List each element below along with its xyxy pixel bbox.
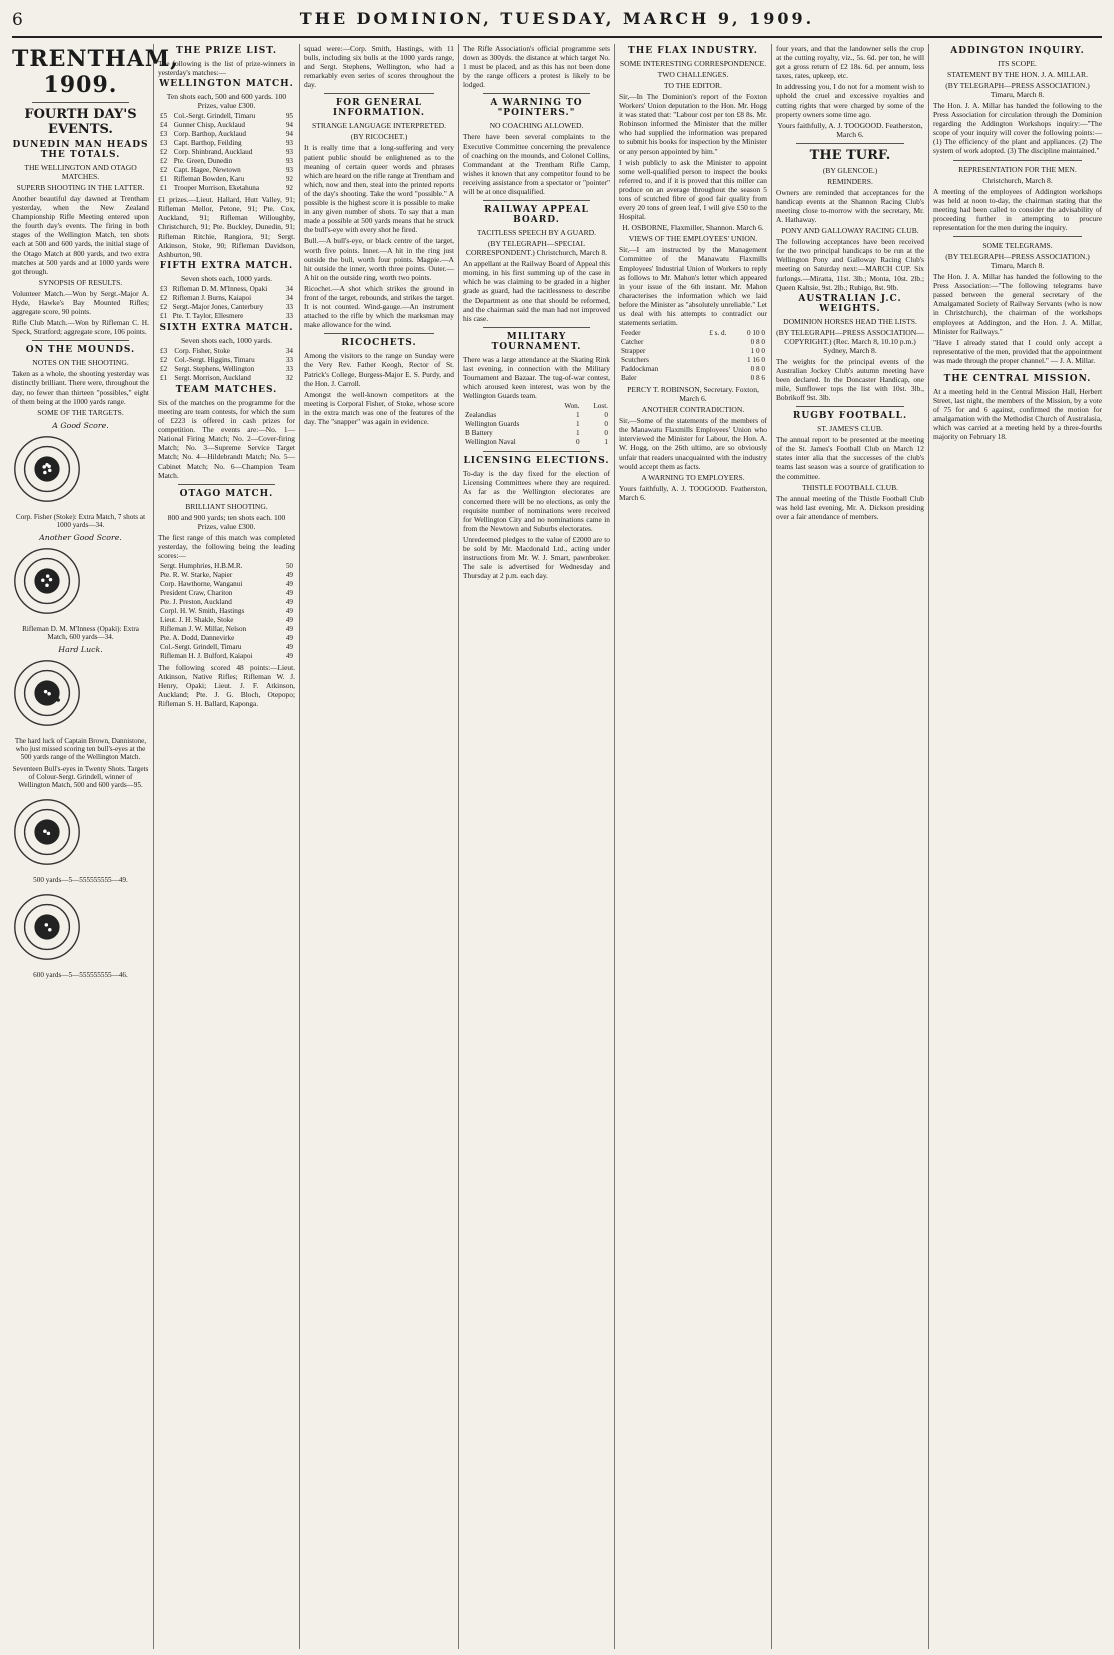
name-cell: Pte. T. Taylor, Ellesmere bbox=[172, 311, 244, 320]
divider bbox=[483, 200, 590, 201]
divider bbox=[953, 369, 1082, 370]
table-row bbox=[158, 616, 295, 625]
article-paragraph: There have been several complaints to the Executive Committee concerning the prevalence of coaching on the mounds, and Colonel Collins, Commandant at the Trentham Rifle Camp, wishes it known that any competitor found to be receiving assistance from a spectator or "pointer" will be at once disqualified. bbox=[463, 132, 610, 197]
dateline: (BY TELEGRAPH—PRESS ASSOCIATION.) Timaru, March 8. bbox=[945, 81, 1090, 99]
name-cell: Corpl. H. W. Smith, Hastings bbox=[160, 606, 245, 615]
name-cell: Col.-Sergt. Higgins, Timaru bbox=[174, 355, 255, 364]
headline-sixth-extra: SIXTH EXTRA MATCH. bbox=[159, 322, 294, 333]
score-cell: 33 bbox=[285, 364, 293, 373]
article-paragraph: In addressing you, I do not for a moment wish to uphold the cruel and excessive royalties and cutting rights that were charged by some of the property owners some time ago. bbox=[776, 82, 924, 119]
target-illustration bbox=[12, 797, 82, 867]
name-cell: Col.-Sergt. Grindell, Timaru bbox=[173, 112, 256, 121]
article-paragraph: The Rifle Association's official programme sets down as 300yds. the distance at which target No. 1 must be placed, and as this has not been done by the range officers a protest is likely to be lodged. bbox=[463, 44, 610, 90]
subheadline-dominion-horses: DOMINION HORSES HEAD THE LISTS. bbox=[783, 316, 917, 326]
item-cell: Baler bbox=[621, 374, 637, 383]
score-cell: 49 bbox=[285, 615, 293, 624]
column-divider bbox=[299, 44, 300, 1649]
amount-cell: 0 8 0 bbox=[750, 365, 765, 374]
score-cell: 34 bbox=[285, 284, 293, 293]
divider bbox=[324, 93, 434, 94]
lost-cell: 1 bbox=[604, 438, 608, 447]
target-label: Another Good Score. bbox=[39, 532, 122, 542]
article-paragraph: Owners are reminded that acceptances for the handicap events at the Shannon Racing Club's meeting close to-morrow with the secretary, Mr. A. Hathaway. bbox=[776, 187, 924, 225]
headline-fifth-extra: FIFTH EXTRA MATCH. bbox=[159, 260, 294, 271]
table-row bbox=[158, 294, 295, 303]
amount-cell: 0 8 6 bbox=[750, 374, 765, 383]
team-cell: Zealandias bbox=[465, 411, 497, 420]
table-row bbox=[158, 580, 295, 589]
lost-cell: 0 bbox=[604, 411, 608, 420]
amount-cell bbox=[691, 347, 728, 356]
team-cell: Wellington Naval bbox=[465, 438, 516, 447]
score-cell: 50 bbox=[285, 561, 293, 570]
score-cell: 92 bbox=[285, 184, 293, 193]
name-cell: Trooper Morrison, Eketahuna bbox=[173, 184, 260, 193]
score-cell: 49 bbox=[285, 588, 293, 597]
subheadline-scope: ITS SCOPE. bbox=[998, 59, 1037, 68]
target-caption: Corp. Fisher (Stoke): Extra Match, 7 shots at 1000 yards—34. bbox=[15, 512, 146, 529]
article-paragraph: It is really time that a long-suffering and very patient public should be enlightened as to the meaning of certain queer words and phrases which are heard on the rifle range at Trentham and which, now and then, steal into the printed reports of the day's shooting. Take the word "possible." A possible is the highest score it is possible to make in any given number of shots. To say that a man made a possible at 500 yards means that he struck the bull's-eye with every shot he fired. bbox=[304, 143, 454, 235]
table-row bbox=[158, 285, 295, 294]
target-caption: Rifleman D. M. M'Inness (Opaki): Extra Match, 600 yards—34. bbox=[22, 624, 139, 641]
table-row bbox=[158, 139, 295, 148]
item-cell: Paddockman bbox=[621, 365, 659, 374]
score-cell: 33 bbox=[285, 302, 293, 311]
article-paragraph: The following scored 48 points:—Lieut. Atkinson, Native Rifles; Rifleman W. J. Henry, Opaki; Lieut. J. F. Atkinson, Auckland; Pte. J. G. Bloch, Otepopo; Rifleman S. H. Ballard, Kaponga. bbox=[158, 662, 295, 709]
target-illustration bbox=[12, 434, 82, 504]
article-paragraph: Volunteer Match.—Won by Sergt.-Major A. Hyde, Hawke's Bay Mounted Rifles; aggregate score, 90 points. bbox=[12, 288, 149, 317]
amount-cell: 0 8 0 bbox=[750, 338, 765, 347]
signature: Yours faithfully, A. J. TOOGOOD. Featherston, March 6. bbox=[777, 120, 923, 139]
table-row bbox=[463, 438, 610, 447]
masthead-rule bbox=[12, 36, 1102, 38]
byline: (BY RICOCHET.) bbox=[350, 132, 408, 142]
column-general-information bbox=[304, 44, 454, 1649]
prize-cell: £1 bbox=[160, 184, 168, 193]
subheadline-warning: A WARNING TO EMPLOYERS. bbox=[641, 472, 745, 482]
score-cell: 93 bbox=[285, 166, 293, 175]
article-paragraph: Unredeemed pledges to the value of £2000 are to be sold by Mr. Macdonald Ltd., acting under instructions from Mr. W. J. Smart, pawnbroker. The sale is advertised for Wednesday and Thursday at 2 p.m. each day. bbox=[463, 534, 610, 581]
prize-cell: £3 bbox=[160, 346, 168, 355]
lost-cell: 0 bbox=[604, 420, 608, 429]
table-row bbox=[158, 374, 295, 383]
name-cell: Pte. A. Dodd, Dannevirke bbox=[160, 633, 235, 642]
to-the-editor: TO THE EDITOR. bbox=[663, 81, 722, 90]
subheadline-statement: STATEMENT BY THE HON. J. A. MILLAR. bbox=[946, 70, 1088, 79]
divider bbox=[483, 93, 590, 94]
column-turf bbox=[776, 44, 924, 1649]
score-cell: 92 bbox=[285, 175, 293, 184]
table-row bbox=[158, 157, 295, 166]
name-cell: Sergt. Morrison, Auckland bbox=[174, 373, 251, 382]
name-cell: Capt. Barthop, Feilding bbox=[173, 139, 242, 148]
column-trentham bbox=[12, 44, 179, 1649]
table-row bbox=[158, 607, 295, 616]
article-paragraph: Rifle Club Match.—Won by Rifleman C. H. Speck, Stratford; aggregate score, 106 points. bbox=[12, 318, 149, 337]
table-row bbox=[619, 347, 767, 356]
subheadline-representation: REPRESENTATION FOR THE MEN. bbox=[958, 164, 1077, 174]
subheadline-correspondence: SOME INTERESTING CORRESPONDENCE. bbox=[619, 59, 767, 68]
subheadline-telegrams: SOME TELEGRAMS. bbox=[982, 241, 1053, 251]
article-paragraph: The weights for the principal events of the Australian Jockey Club's autumn meeting have been declared. In the Doncaster Handicap, one mile, Sunflower tops the list with 10st. 3lb., Bobrikoff 9st. 3lb. bbox=[776, 356, 924, 403]
table-row bbox=[158, 148, 295, 157]
article-paragraph: At a meeting held in the Central Mission Hall, Herbert Street, last night, the members of the Mission, by a vote of 75 for and 6 against, confirmed the motion for amalgamation with the Methodist Church of Australasia, which was carried at a meeting held by a three-fourths majority on February 18. bbox=[933, 386, 1102, 442]
headline-flax-industry: THE FLAX INDUSTRY. bbox=[628, 46, 758, 56]
table-row bbox=[463, 429, 610, 438]
headline-addington-inquiry: ADDINGTON INQUIRY. bbox=[950, 46, 1085, 56]
table-row bbox=[158, 303, 295, 312]
article-paragraph: Yours faithfully, A. J. TOOGOOD. Featherston, March 6. bbox=[619, 483, 767, 502]
article-paragraph: The Hon. J. A. Millar has handed the following to the Press Association:—"The following telegrams have passed between the general secretary of the Amalgamated Society of Railway Servants (who is now in Christchurch), the chairman of the workshops employees at Addington, and the Hon. J. A. Millar, Minister for Railways." bbox=[933, 272, 1102, 336]
article-paragraph: Bull.—A bull's-eye, or black centre of the target, worth five points. Inner.—A hit in the ring just outside the bull, worth four points. Magpie.—A hit outside the inner, worth three points. Outer.—A hit on the outside ring, worth two points. bbox=[304, 236, 454, 282]
article-paragraph: four years, and that the landowner sells the crop at the cutting royalty, viz., 5s. 6d. per ton, he will get a gross return of £2 18s. 6d. per annum, less taxes, rates, upkeep, etc. bbox=[776, 44, 924, 81]
divider bbox=[483, 451, 590, 452]
divider bbox=[796, 143, 904, 144]
table-row bbox=[619, 329, 767, 338]
dateline: (BY TELEGRAPH—PRESS ASSOCIATION.) Timaru, March 8. bbox=[945, 252, 1090, 271]
subheadline-two-challenges: TWO CHALLENGES. bbox=[657, 70, 729, 79]
article-paragraph: "Have I already stated that I could only accept a representative of the men, provided that the appointment was made through the proper channel." — J. A. Millar. bbox=[933, 337, 1102, 365]
prize-cell: £2 bbox=[160, 302, 168, 311]
article-paragraph: The first range of this match was completed yesterday, the following being the leading scores:— bbox=[158, 532, 295, 560]
prize-table bbox=[158, 347, 295, 383]
score-cell: 95 bbox=[285, 112, 293, 121]
dateline: Christchurch, March 8. bbox=[982, 175, 1053, 185]
won-cell: 1 bbox=[575, 411, 580, 420]
table-row bbox=[158, 562, 295, 571]
prize-cell: £2 bbox=[160, 364, 168, 373]
headline-wellington-match: WELLINGTON MATCH. bbox=[159, 79, 294, 90]
subheadline-another-contradiction: ANOTHER CONTRADICTION. bbox=[641, 405, 745, 415]
amount-cell: 1 16 0 bbox=[747, 356, 765, 365]
score-cell: 49 bbox=[285, 624, 293, 633]
headline-warning-pointers: A WARNING TO "POINTERS." bbox=[490, 98, 583, 119]
subheadline-brilliant: BRILLIANT SHOOTING. bbox=[185, 501, 268, 511]
score-cell: 32 bbox=[285, 373, 293, 382]
name-cell: Gunner Chisp, Aucklaud bbox=[173, 121, 245, 130]
name-cell: Corp. Barthop, Aucklaud bbox=[173, 130, 246, 139]
article-paragraph: squad were:—Corp. Smith, Hastings, with 11 bulls, including six bulls at the 1000 yards range, and Sergt. Stephens, Wellington, who had a remarkably even series of scores throughout the day. bbox=[304, 44, 454, 90]
name-cell: Corp. Hawthorne, Wanganui bbox=[160, 579, 243, 588]
prize-cell: £2 bbox=[160, 148, 168, 157]
name-cell: Rifleman D. M. M'Inness, Opaki bbox=[172, 284, 268, 293]
wages-table bbox=[619, 329, 767, 383]
score-cell: 93 bbox=[285, 139, 293, 148]
headline-rugby-football: RUGBY FOOTBALL. bbox=[792, 411, 908, 422]
team-cell: Wellington Guards bbox=[465, 420, 520, 429]
prize-cell: £1 bbox=[160, 311, 168, 320]
table-header-row bbox=[463, 402, 610, 411]
prize-cell: £4 bbox=[160, 121, 168, 130]
targets-title: SOME OF THE TARGETS. bbox=[37, 407, 124, 417]
signature: PERCY T. ROBINSON, Secretary. Foxton, March 6. bbox=[627, 385, 759, 404]
article-paragraph: Amongst the well-known competitors at the meeting is Corporal Fisher, of Stoke, whose score in the extra match was one of the features of the day. The "snapper" was again in evidence. bbox=[304, 389, 454, 426]
article-paragraph: The annual meeting of the Thistle Football Club was held last evening, Mr. A. Dickson presiding over a fair attendance of members. bbox=[776, 493, 924, 521]
headline-ricochets: RICOCHETS. bbox=[341, 338, 417, 349]
amount-cell bbox=[691, 338, 728, 347]
headline-turf: THE TURF. bbox=[809, 147, 891, 163]
table-row bbox=[158, 356, 295, 365]
column-divider bbox=[458, 44, 459, 1649]
article-paragraph: Ricochet.—A shot which strikes the ground in front of the target, rebounds, and strikes the target. It is not counted. Wind-gauge.—An instrument attached to the rifle by which the marksman may make allowance for the wind. bbox=[304, 283, 454, 330]
target-caption: Seventeen Bull's-eyes in Twenty Shots. Targets of Colour-Sergt. Grindell, winner of Wellington Match, 500 and 600 yards—95. bbox=[12, 764, 149, 789]
headline-central-mission: THE CENTRAL MISSION. bbox=[943, 373, 1092, 384]
amount-cell: 1 0 0 bbox=[750, 347, 765, 356]
article-paragraph: Sir,—In The Dominion's report of the Foxton Workers' Union deputation to the Hon. Mr. Hogg it was stated that: "Labour cost per ton £8 8s. Mr. Robinson informed the Minister that the miller who had supplied the information was prepared to submit his books for inspection by the Minister or any person appointed by him." bbox=[619, 92, 767, 156]
column-divider bbox=[771, 44, 772, 1649]
headline-on-the-mounds: ON THE MOUNDS. bbox=[25, 345, 136, 356]
article-paragraph: There was a large attendance at the Skating Rink last evening, in connection with the Military Tournament and Bazaar. The tug-of-war contest, which aroused keen interest, was won by the Wellington Guards team. bbox=[463, 354, 610, 401]
header-cell: Won. bbox=[564, 402, 580, 411]
item-cell: Feeder bbox=[621, 329, 641, 338]
name-cell: Sergt.-Major Jones, Canterbury bbox=[172, 302, 264, 311]
table-row bbox=[158, 589, 295, 598]
amount-cell bbox=[691, 356, 728, 365]
divider bbox=[953, 160, 1082, 161]
article-paragraph: I wish publicly to ask the Minister to appoint some well-qualified person to inspect the books referred to, and if it is proved that this miller can produce on an average throughout the season 5 tons of scutched fibre of good fair quality from every 20 tons of green leaf, I will give £50 to the Hospital. bbox=[619, 157, 767, 222]
match-conditions: Seven shots each, 1000 yards. bbox=[180, 273, 273, 283]
subheadline-no-coaching: NO COACHING ALLOWED. bbox=[489, 121, 584, 131]
won-cell: 1 bbox=[575, 429, 580, 438]
target-illustration bbox=[12, 546, 82, 616]
prize-table bbox=[158, 112, 295, 193]
table-row bbox=[158, 166, 295, 175]
score-cell: 49 bbox=[285, 579, 293, 588]
score-cell: 93 bbox=[285, 157, 293, 166]
name-cell: Rifleman Bowden, Karu bbox=[173, 175, 245, 184]
score-cell: 33 bbox=[285, 355, 293, 364]
divider bbox=[32, 340, 129, 341]
target-label: Hard Luck. bbox=[58, 644, 103, 654]
article-paragraph: Taken as a whole, the shooting yesterday was distinctly brilliant. There were, throughout the day, no fewer than thirteen "possibles," eight of them being at the 1000 yards range. bbox=[12, 369, 149, 406]
subheadline-strange-language: STRANGE LANGUAGE INTERPRETED. bbox=[312, 121, 446, 131]
prize-cell: £2 bbox=[160, 355, 168, 364]
score-cell: 49 bbox=[285, 597, 293, 606]
article-paragraph: Among the visitors to the range on Sunday were the Very Rev. Father Keogh, Rector of St. Patrick's College, Burgess-Major E. S. Purdy, and the Hon. J. Carroll. bbox=[304, 351, 454, 388]
article-paragraph: Sir,—I am instructed by the Management Committee of the Manawatu Flaxmills Employees' Industrial Union of Workers to reply as follows to Mr. Mahon's letter which appeared in your issue of the 6th instant. Mr. Mahon characterises the information which we laid before the Minister as "absolutely unreliable." Let us deal with his attempts to contradict our statements seriatim. bbox=[619, 245, 767, 328]
article-paragraph: £1 prizes.—Lieut. Hallard, Hutt Valley, 91; Rifleman Mellor, Petone, 91; Pte. Cox, Auckland, 91; Rifleman Willoughby, Christchurch, 91; Pte. Buckley, Dunedin, 91; Rifleman Ritchie, Rangiora, 91; Sergt. Atkinson, Stoke, 90; Rifleman Davidson, Ashburton, 90. bbox=[158, 195, 295, 259]
match-conditions: 800 and 900 yards; ten shots each. 100 Prizes, value £300. bbox=[167, 512, 286, 531]
table-row bbox=[158, 365, 295, 374]
subheadline-synopsis: SYNOPSIS OF RESULTS. bbox=[38, 277, 123, 287]
article-paragraph: An appellant at the Railway Board of Appeal this morning, in his first summing up of the case in which he was claiming to be graded in a higher grade as guard, had the tacitlessness to describe the Department as one that should be reformed, and the chairman said the man had not improved his case. bbox=[463, 259, 610, 323]
amount-cell: £ s. d. bbox=[709, 329, 727, 338]
score-cell: 49 bbox=[285, 570, 293, 579]
table-row bbox=[158, 347, 295, 356]
name-cell: Corp. Shinbrand, Aucklaud bbox=[173, 148, 253, 157]
newspaper-title: THE DOMINION, TUESDAY, MARCH 9, 1909. bbox=[299, 9, 815, 28]
subheadline-tactless-speech: TACITLESS SPEECH BY A GUARD. bbox=[476, 228, 597, 238]
article-paragraph: Sir,—Some of the statements of the members of the Manawatu Flaxmills Employees' Union who interviewed the Minister for Labour, the Hon. A. W. Hogg, on the 26th ultimo, are so obviously unfair that readers unacquainted with the industry would accept them as facts. bbox=[619, 416, 767, 471]
item-cell: Catcher bbox=[621, 338, 644, 347]
table-row bbox=[158, 312, 295, 321]
dateline: (BY TELEGRAPH—SPECIAL CORRESPONDENT.) Christchurch, March 8. bbox=[465, 239, 608, 258]
score-cell: 49 bbox=[285, 633, 293, 642]
table-row bbox=[463, 420, 610, 429]
header-cell bbox=[463, 402, 552, 411]
subheadline-dunedin: DUNEDIN MAN HEADS THE TOTALS. bbox=[12, 140, 149, 160]
divider bbox=[324, 333, 434, 334]
item-cell: Scutchers bbox=[621, 356, 649, 365]
name-cell: Pte. Green, Dunedin bbox=[173, 157, 233, 166]
table-row bbox=[619, 338, 767, 347]
headline-ajc-weights: AUSTRALIAN J.C. WEIGHTS. bbox=[798, 293, 902, 314]
lost-cell: 0 bbox=[604, 429, 608, 438]
prize-cell: £1 bbox=[160, 373, 168, 382]
headline-general-information: FOR GENERAL INFORMATION. bbox=[332, 98, 426, 119]
name-cell: Sergt. Humphries, H.B.M.R. bbox=[160, 561, 243, 570]
table-row bbox=[158, 634, 295, 643]
amount-cell bbox=[691, 365, 728, 374]
divider bbox=[178, 484, 275, 485]
prize-cell: £5 bbox=[160, 112, 168, 121]
prize-cell: £2 bbox=[160, 166, 168, 175]
divider bbox=[953, 236, 1082, 237]
headline-military-tournament: MILITARY TOURNAMENT. bbox=[491, 331, 582, 352]
subheadline-st-james: ST. JAMES'S CLUB. bbox=[817, 424, 883, 434]
won-cell: 0 bbox=[575, 438, 580, 447]
headline-fourth-day: FOURTH DAY'S EVENTS. bbox=[24, 107, 137, 137]
column-flax-industry bbox=[619, 44, 767, 1649]
name-cell: Lieut. J. H. Shakle, Stoke bbox=[160, 615, 234, 624]
article-paragraph: The Hon. J. A. Millar has handed the following to the Press Association for circulation through the Dominion regarding the Addington Workshops inquiry:—"The scope of your inquiry will cover the following points:—(1) The efficiency of the plant and appliances. (2) The system of work adopted. (3) The discipline maintained." bbox=[933, 101, 1102, 156]
score-cell: 94 bbox=[285, 121, 293, 130]
article-paragraph: The following acceptances have been received for the two principal handicaps to be run at the Wellington Pony and Galloway Racing Club's meeting on Saturday next:—MARCH CUP. Six furlongs.—Miratta, 11st. 3lb.; Monta, 10st. 2lb.; Queen Kaltsie, 9st. 2lb.; Rubigo, 8st. 9lb. bbox=[776, 237, 924, 292]
subheadline-notes: NOTES ON THE SHOOTING. bbox=[32, 358, 129, 368]
column-news bbox=[463, 44, 610, 1649]
match-conditions: Seven shots each, 1000 yards. bbox=[180, 335, 273, 345]
article-paragraph: To-day is the day fixed for the election of Licensing Committees where they are required. As far as the Wellington electorates are concerned there will be no elections, as only the requisite number of nominations were received for Wellington City and no nominations came in from the Newtown and Suburbs electorates. bbox=[463, 469, 610, 533]
table-row bbox=[158, 130, 295, 139]
amount-cell bbox=[691, 374, 728, 383]
prize-cell: £3 bbox=[160, 130, 168, 139]
name-cell: Capt. Hagee, Newtown bbox=[173, 166, 241, 175]
table-row bbox=[158, 652, 295, 661]
team-cell: B Battery bbox=[465, 429, 493, 438]
subheadline-reminders: REMINDERS. bbox=[827, 176, 873, 186]
headline-team-matches: TEAM MATCHES. bbox=[175, 384, 278, 395]
target-subcaption: 500 yards—5—555555555—49. bbox=[33, 875, 128, 884]
score-table bbox=[158, 562, 295, 661]
name-cell: Rifleman H. J. Bulford, Kaiapoi bbox=[160, 651, 253, 660]
prize-cell: £3 bbox=[160, 284, 168, 293]
table-row bbox=[158, 571, 295, 580]
item-cell: Strapper bbox=[621, 347, 646, 356]
dateline: (BY TELEGRAPH—PRESS ASSOCIATION—COPYRIGHT.) (Rec. March 8, 10.10 p.m.) Sydney, March 8. bbox=[776, 327, 924, 355]
prize-cell: £2 bbox=[160, 157, 168, 166]
table-row bbox=[158, 121, 295, 130]
prize-cell: £3 bbox=[160, 139, 168, 148]
masthead bbox=[0, 0, 1114, 40]
divider bbox=[796, 406, 904, 407]
name-cell: Col.-Sergt. Grindell, Timaru bbox=[160, 642, 242, 651]
divider bbox=[483, 327, 590, 328]
article-paragraph: The annual report to be presented at the meeting of the St. James's Football Club on March 12 states inter alia that the successes of the club's teams last season was a source of gratification to the committee. bbox=[776, 435, 924, 481]
table-row bbox=[619, 374, 767, 383]
score-cell: 49 bbox=[285, 606, 293, 615]
table-row bbox=[619, 356, 767, 365]
name-cell: Rifleman J. W. Millar, Nelson bbox=[160, 624, 247, 633]
divider bbox=[32, 102, 129, 103]
table-row bbox=[619, 365, 767, 374]
score-cell: 94 bbox=[285, 130, 293, 139]
amount-cell: 0 10 0 bbox=[747, 329, 765, 338]
score-cell: 49 bbox=[285, 651, 293, 660]
subheadline-pony-galloway: PONY AND GALLOWAY RACING CLUB. bbox=[781, 226, 919, 236]
table-row bbox=[158, 643, 295, 652]
table-row bbox=[158, 184, 295, 193]
headline-otago-match: OTAGO MATCH. bbox=[179, 488, 274, 499]
tug-of-war-table bbox=[463, 402, 610, 447]
won-cell: 1 bbox=[575, 420, 580, 429]
byline: (BY GLENCOE.) bbox=[822, 165, 878, 175]
subheadline-matches: THE WELLINGTON AND OTAGO MATCHES. bbox=[24, 163, 137, 181]
name-cell: Pte. J. Preston, Auckland bbox=[160, 597, 232, 606]
article-paragraph: A meeting of the employees of Addington workshops was held at noon to-day, the chairman stating that the meeting had been called to consider the advisability of proceeding further in attempting to procure representation for the men during the inquiry. bbox=[933, 186, 1102, 232]
prize-cell: £2 bbox=[160, 293, 168, 302]
name-cell: Pte. R. W. Starke, Napier bbox=[160, 570, 233, 579]
prize-cell: £1 bbox=[160, 175, 168, 184]
article-paragraph: Six of the matches on the programme for the meeting are team contests, for which the sum of £223 is offered in cash prizes for competition. The events are:—No. 1—National Firing Match; No. 2—Cover-firing Match; No. 3—Supreme Service Target Match; No. 4—Hildebrandt Match; No. 5—Cabinet Match; No. 6—Champion Team Match. bbox=[158, 397, 295, 480]
name-cell: Corp. Fisher, Stoke bbox=[174, 346, 230, 355]
page-number: 6 bbox=[12, 10, 23, 30]
target-label: A Good Score. bbox=[52, 420, 109, 430]
article-paragraph: The following is the list of prize-winners in yesterday's matches:— bbox=[158, 59, 295, 78]
signature: H. OSBORNE, Flaxmiller, Shannon. March 6. bbox=[622, 223, 764, 233]
target-caption: The hard luck of Captain Brown, Dannistone, who just missed scoring ten bull's-eyes at the 500 yards range of the Wellington Match. bbox=[14, 736, 147, 761]
score-cell: 34 bbox=[285, 293, 293, 302]
subheadline-superb: SUPERB SHOOTING IN THE LATTER. bbox=[16, 183, 145, 192]
table-row bbox=[158, 598, 295, 607]
column-addington-inquiry bbox=[933, 44, 1102, 1649]
headline-prize-list: THE PRIZE LIST. bbox=[176, 46, 277, 56]
table-row bbox=[463, 411, 610, 420]
name-cell: Sergt. Stephens, Wellington bbox=[174, 364, 255, 373]
table-row bbox=[158, 625, 295, 634]
score-cell: 93 bbox=[285, 148, 293, 157]
name-cell: Rifleman J. Burns, Kaiapoi bbox=[172, 293, 252, 302]
target-subcaption: 600 yards—5—555555555—46. bbox=[33, 970, 128, 979]
prize-table bbox=[158, 285, 295, 321]
column-divider bbox=[614, 44, 615, 1649]
headline-railway-appeal: RAILWAY APPEAL BOARD. bbox=[484, 205, 589, 226]
score-cell: 33 bbox=[285, 311, 293, 320]
score-cell: 49 bbox=[285, 642, 293, 651]
article-paragraph: Another beautiful day dawned at Trentham yesterday, when the New Zealand Championship Rifle Meeting entered upon the fourth day's events. The firing in both stages of the Wellington Match, ten shots each at 500 and 600 yards, the initial stage of the Otago Match at 800 yards, and two extra matches at 500 yards and at 1000 yards were got through. bbox=[12, 194, 149, 276]
headline-licensing-elections: LICENSING ELECTIONS. bbox=[463, 456, 610, 467]
score-cell: 34 bbox=[285, 346, 293, 355]
headline-trentham: TRENTHAM, 1909. bbox=[12, 46, 179, 98]
name-cell: President Craw, Chariton bbox=[160, 588, 233, 597]
match-conditions: Ten shots each, 500 and 600 yards. 100 Prizes, value £300. bbox=[166, 92, 287, 111]
table-row bbox=[158, 175, 295, 184]
target-illustration bbox=[12, 658, 82, 728]
column-divider bbox=[928, 44, 929, 1649]
column-divider bbox=[153, 44, 154, 1649]
subheadline-thistle: THISTLE FOOTBALL CLUB. bbox=[801, 482, 899, 492]
column-prize-list bbox=[158, 44, 295, 1649]
table-row bbox=[158, 112, 295, 121]
target-illustration bbox=[12, 892, 82, 962]
subheadline-employees-union: VIEWS OF THE EMPLOYEES' UNION. bbox=[628, 234, 758, 244]
header-cell: Lost. bbox=[593, 402, 608, 411]
